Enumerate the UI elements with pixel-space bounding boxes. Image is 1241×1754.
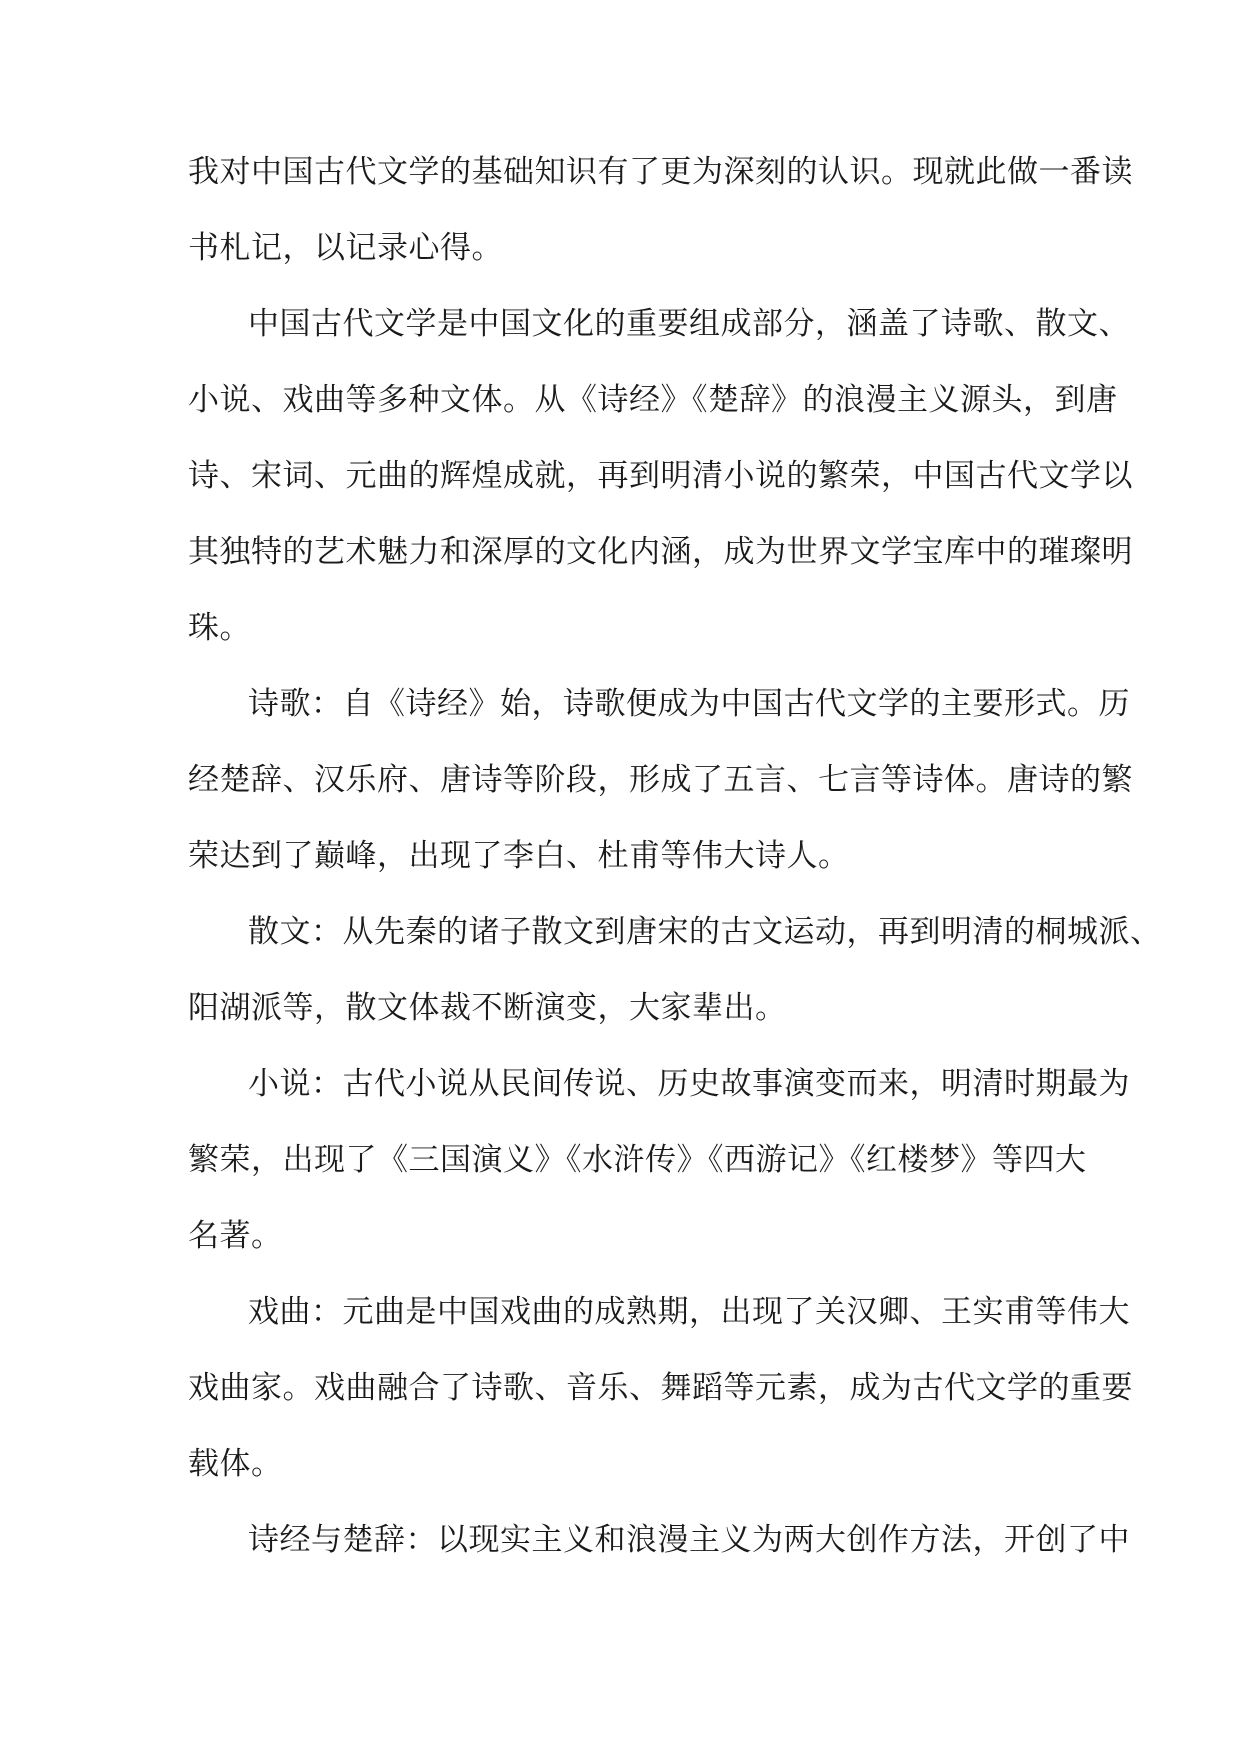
- text-line: 载体。: [188, 1446, 283, 1482]
- text-line: 繁荣，出现了《三国演义》《水浒传》《西游记》《红楼梦》等四大: [188, 1142, 1087, 1178]
- text-line: 阳湖派等，散文体裁不断演变，大家辈出。: [188, 990, 787, 1026]
- text-line: 小说、戏曲等多种文体。从《诗经》《楚辞》的浪漫主义源头，到唐: [188, 382, 1118, 418]
- text-line: 经楚辞、汉乐府、唐诗等阶段，形成了五言、七言等诗体。唐诗的繁: [188, 762, 1133, 798]
- paragraph-start-line: 中国古代文学是中国文化的重要组成部分，涵盖了诗歌、散文、: [248, 306, 1130, 342]
- text-line: 戏曲家。戏曲融合了诗歌、音乐、舞蹈等元素，成为古代文学的重要: [188, 1370, 1133, 1406]
- paragraph-start-line: 诗经与楚辞：以现实主义和浪漫主义为两大创作方法，开创了中: [248, 1522, 1130, 1558]
- text-line: 荣达到了巅峰，出现了李白、杜甫等伟大诗人。: [188, 838, 850, 874]
- paragraph-start-line: 戏曲：元曲是中国戏曲的成熟期，出现了关汉卿、王实甫等伟大: [248, 1294, 1130, 1330]
- text-line: 珠。: [188, 610, 251, 646]
- paragraph-start-line: 散文：从先秦的诸子散文到唐宋的古文运动，再到明清的桐城派、: [248, 914, 1162, 950]
- text-line: 其独特的艺术魅力和深厚的文化内涵，成为世界文学宝库中的璀璨明: [188, 534, 1133, 570]
- paragraph-start-line: 诗歌：自《诗经》始，诗歌便成为中国古代文学的主要形式。历: [248, 686, 1130, 722]
- text-line: 名著。: [188, 1218, 283, 1254]
- text-line: 我对中国古代文学的基础知识有了更为深刻的认识。现就此做一番读: [188, 154, 1133, 190]
- text-line: 书札记，以记录心得。: [188, 230, 503, 266]
- text-line: 诗、宋词、元曲的辉煌成就，再到明清小说的繁荣，中国古代文学以: [188, 458, 1133, 494]
- paragraph-start-line: 小说：古代小说从民间传说、历史故事演变而来，明清时期最为: [248, 1066, 1130, 1102]
